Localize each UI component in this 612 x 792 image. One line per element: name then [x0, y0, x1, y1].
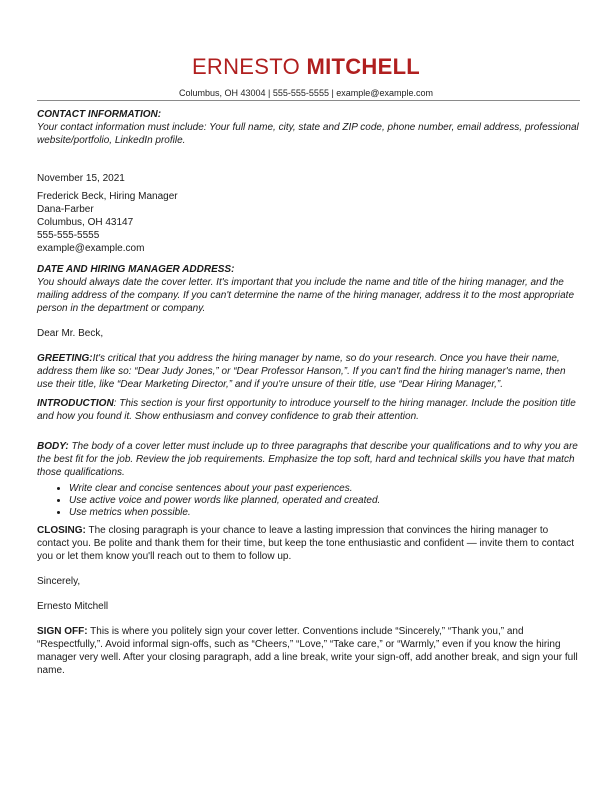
list-item: • Use active voice and power words like planned, operated and created. — [69, 495, 580, 507]
greeting-paragraph — [37, 352, 580, 391]
date-address-text: You should always date the cover letter. It's important that you include the name and title of the hiring manager, and the mailing address of the company. If you can't determine the name of the hiring manager, address it to the most appropriate person in the department or company. — [37, 277, 575, 314]
last-name: MITCHELL — [306, 54, 421, 79]
sign-off-word: Sincerely, — [37, 576, 81, 587]
recipient-line: Columbus, OH 43147 — [37, 217, 134, 228]
letter-date: November 15, 2021 — [37, 173, 125, 184]
list-item: • Write clear and concise sentences about your past experiences. — [69, 483, 580, 495]
recipient-line: Dana-Farber — [37, 204, 94, 215]
recipient-line: Frederick Beck, Hiring Manager — [37, 191, 178, 202]
introduction-paragraph — [37, 397, 580, 423]
closing-text: The closing paragraph is your chance to leave a lasting impression that convinces the hiring manager to contact you. Be polite and thank them for their time, but keep the tone enthusiastic and confident — invite them to contact you or let them know you'll reach out to them to follow up. — [37, 525, 574, 562]
body-bullet-list — [37, 483, 580, 519]
first-name: ERNESTO — [191, 54, 301, 79]
date-address-section — [37, 263, 580, 315]
closing-heading: CLOSING: — [37, 525, 86, 536]
recipient-line: 555-555-5555 — [37, 230, 100, 241]
introduction-heading: INTRODUCTION — [37, 398, 114, 409]
header-divider — [37, 100, 580, 101]
closing-paragraph — [37, 524, 580, 563]
salutation: Dear Mr. Beck, — [37, 328, 104, 339]
contact-info-text: Your contact information must include: Your full name, city, state and ZIP code, phone number, email address, professional website/portfolio, LinkedIn profile. — [37, 122, 579, 146]
sign-off-heading: SIGN OFF: — [37, 626, 88, 637]
contact-info-section — [37, 108, 580, 147]
sign-off-text: This is where you politely sign your cover letter. Conventions include “Sincerely,” “Thank you,” and “Respectfully,”. Avoid informal sign-offs, such as “Cheers,” “Love,” “Take care,” or “Warmly,” even if you know the hiring manager very well. After your closing paragraph, add a line break, write your sign-off, add another break, and sign your full name. — [37, 626, 578, 676]
contact-line: Columbus, OH 43004 | 555-555-5555 | example@example.com — [179, 88, 433, 98]
body-text: The body of a cover letter must include up to three paragraphs that describe your qualifications and to why you are the best fit for the job. Review the job requirements. Emphasize the top soft, hard and technical skills you have that match those qualifications. — [37, 441, 578, 478]
recipient-address — [37, 190, 580, 255]
recipient-line: example@example.com — [37, 243, 145, 254]
greeting-heading: GREETING: — [37, 353, 93, 364]
applicant-name — [0, 54, 612, 80]
greeting-text: It's critical that you address the hiring manager by name, so do your research. Once you have their name, address them like so: “Dear Judy Jones,” or “Dear Professor Hanson,”. If you can't find the hiring manager's name, then use their title, like “Dear Marketing Director,” and if you're unsure of their title, use “Dear Hiring Manager,”. — [37, 353, 566, 390]
date-address-heading: DATE AND HIRING MANAGER ADDRESS: — [37, 264, 235, 275]
body-heading: BODY: — [37, 441, 69, 452]
body-paragraph — [37, 440, 580, 479]
signature-name: Ernesto Mitchell — [37, 601, 109, 612]
letter-body — [37, 108, 580, 677]
contact-info-heading: CONTACT INFORMATION: — [37, 109, 162, 120]
list-item: • Use metrics when possible. — [69, 507, 580, 519]
sign-off-paragraph — [37, 625, 580, 677]
introduction-text: : This section is your first opportunity to introduce yourself to the hiring manager. Include the position title and how you found it. Show enthusiasm and convey confidence to grab their attention. — [37, 398, 576, 422]
